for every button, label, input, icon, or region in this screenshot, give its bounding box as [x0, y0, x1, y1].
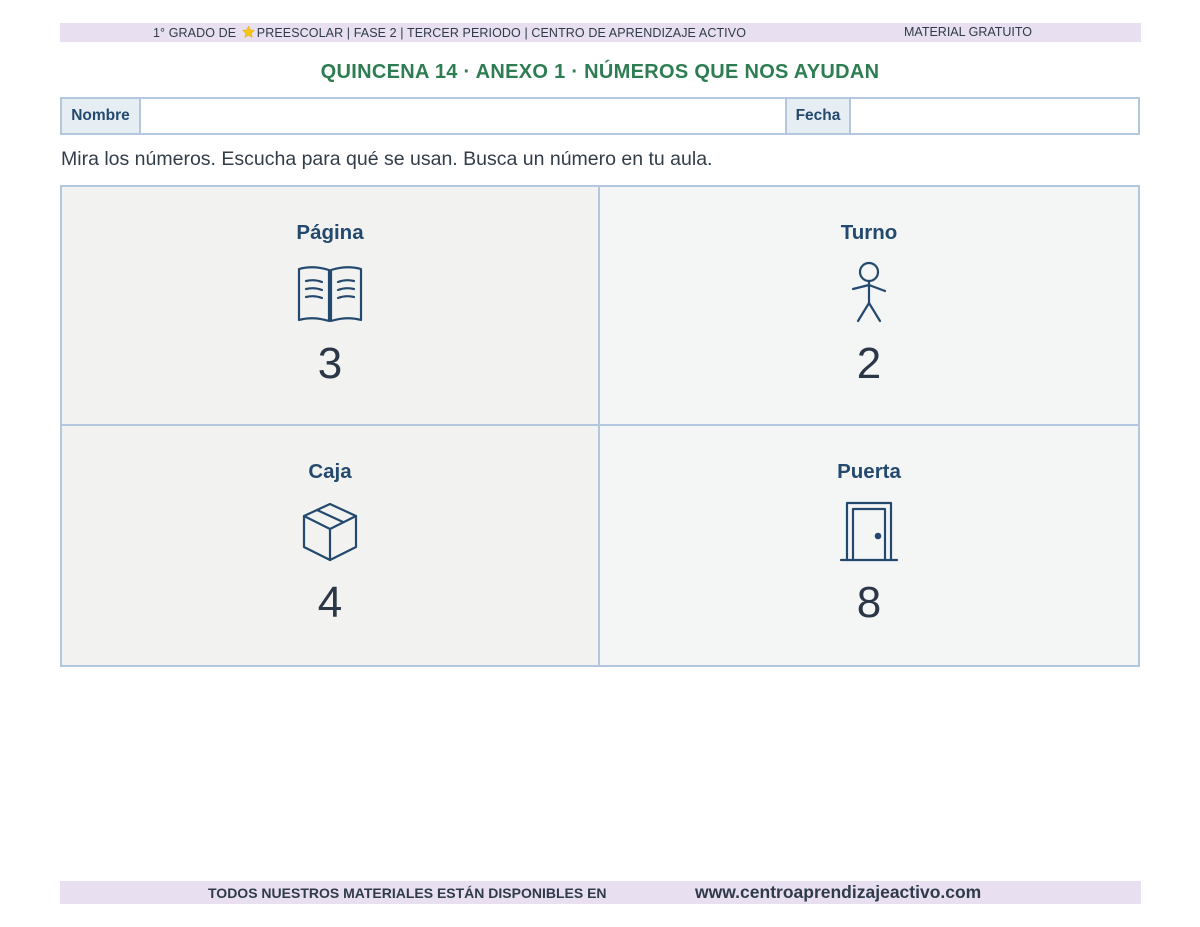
header-right-text: MATERIAL GRATUITO [904, 25, 1033, 39]
card-label: Caja [308, 460, 352, 483]
page-title: QUINCENA 14 · ANEXO 1 · NÚMEROS QUE NOS AYUDAN [320, 61, 880, 83]
card-number: 2 [856, 339, 882, 388]
card-label: Turno [840, 221, 898, 244]
card-label: Puerta [837, 460, 901, 483]
card-label: Página [296, 221, 364, 244]
star-icon [241, 25, 256, 39]
card-pagina [62, 187, 600, 426]
name-date-row [60, 97, 1140, 135]
numbers-grid [60, 185, 1140, 667]
card-turno [600, 187, 1138, 426]
open-book-icon [295, 261, 365, 325]
fecha-field[interactable] [851, 99, 1138, 133]
card-number: 8 [856, 578, 882, 627]
door-icon [834, 500, 904, 564]
box-icon [295, 500, 365, 564]
fecha-label: Fecha [787, 99, 851, 133]
person-icon [834, 261, 904, 325]
footer-left-text: TODOS NUESTROS MATERIALES ESTÁN DISPONIBLES EN [208, 885, 607, 901]
card-number: 3 [317, 339, 343, 388]
card-puerta [600, 426, 1138, 665]
footer-banner [60, 881, 1141, 904]
card-caja [62, 426, 600, 665]
nombre-label: Nombre [62, 99, 141, 133]
header-left-text [153, 25, 746, 40]
header-grade: 1° GRADO DE [153, 26, 240, 40]
instructions-text: Mira los números. Escucha para qué se usan. Busca un número en tu aula. [61, 148, 713, 170]
footer-website-link[interactable]: www.centroaprendizajeactivo.com [695, 882, 982, 902]
header-details: PREESCOLAR | FASE 2 | TERCER PERIODO | CENTRO DE APRENDIZAJE ACTIVO [256, 26, 747, 40]
nombre-field[interactable] [141, 99, 787, 133]
header-banner [60, 23, 1141, 42]
card-number: 4 [317, 578, 343, 627]
